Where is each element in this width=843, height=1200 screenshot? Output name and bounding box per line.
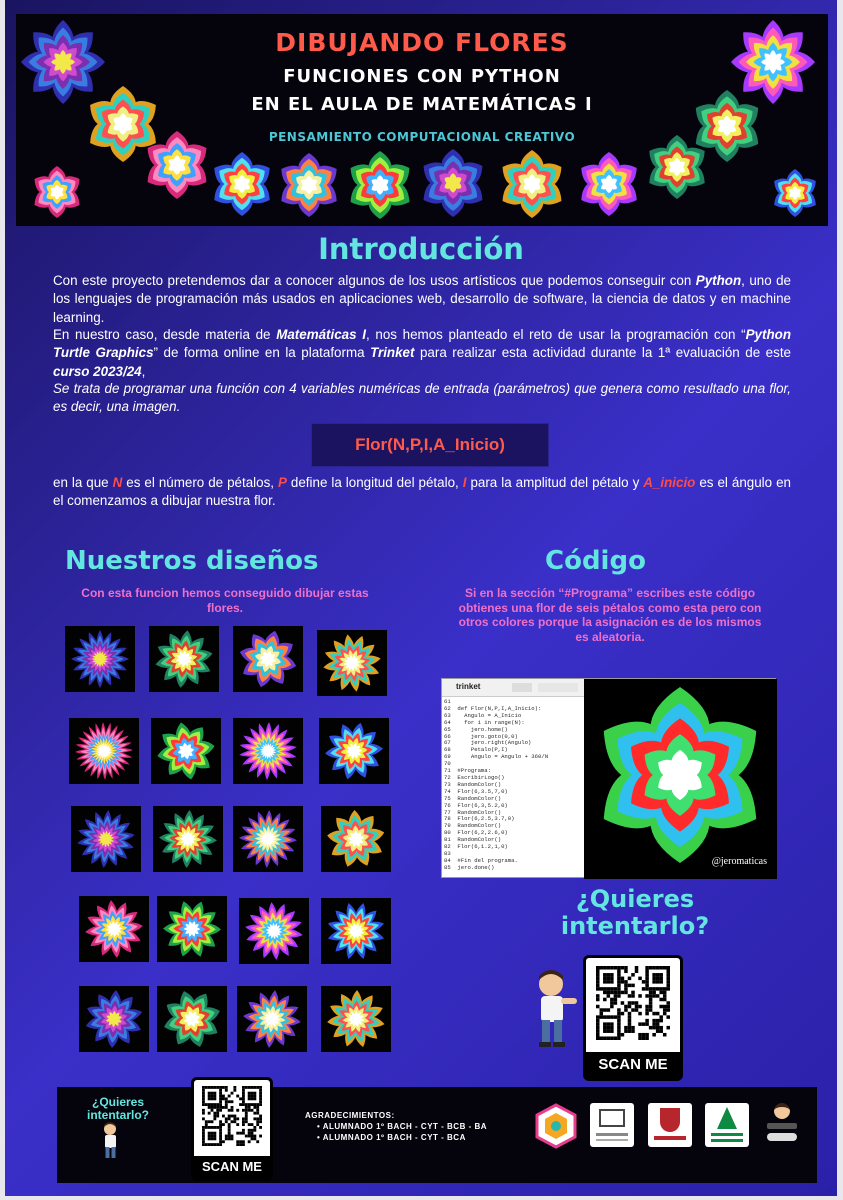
designs-heading: Nuestros diseños [65,546,319,576]
design-thumbnail [79,986,149,1052]
flower-icon [151,718,221,784]
flower-icon [65,626,135,692]
flower-icon [319,718,389,784]
flower-icon [69,718,139,784]
author-logo-icon [765,1101,799,1149]
flower-icon [157,896,227,962]
poster [5,0,837,1196]
qr-code-icon[interactable] [596,966,670,1040]
flower-icon [149,626,219,692]
play-icon [512,683,532,692]
qr-code-icon[interactable] [202,1086,262,1146]
poster-subtitle-2: EN EL AULA DE MATEMÁTICAS I [251,94,593,115]
code-subtitle: Si en la sección “#Programa” escribes este código obtienes una flor de seis pétalos como esta pero con otros colores porque la asignación es de los mismos es aleatoria. [458,586,762,644]
output-flower-image [584,679,777,879]
qr-card-main[interactable] [583,955,683,1081]
design-thumbnail [321,806,391,872]
flower-icon [233,718,303,784]
footer-cta-label: ¿Quieres intentarlo? [87,1095,149,1122]
ack-title: AGRADECIMIENTOS: [305,1111,395,1120]
intro-paragraph-3: Se trata de programar una función con 4 variables numéricas de entrada (parámetros) que genera como resultado una flor, es decir, una imagen. [53,381,791,415]
design-thumbnail [149,626,219,692]
ack-item-2: • ALUMNADO 1º BACH - CYT - BCA [317,1133,466,1142]
intro-paragraph-2: En nuestro caso, desde materia de Matemáticas I, nos hemos planteado el reto de usar la programación con “Python Turtle Graphics” de forma online en la plataforma Trinket para realizar esta actividad durante la 1ª evaluación de este curso 2023/24, [53,327,792,379]
toolbar-buttons [538,683,578,692]
design-thumbnail [65,626,135,692]
code-heading: Código [545,546,646,576]
flower-icon [71,806,141,872]
design-thumbnail [317,630,387,696]
library-logo-icon [590,1103,634,1147]
code-output [584,679,777,879]
flower-icon [321,986,391,1052]
flower-icon [321,806,391,872]
design-thumbnail [79,896,149,962]
banner-flower-art [5,0,837,232]
flower-icon [239,898,309,964]
cartoon-avatar-icon [525,968,581,1048]
flower-icon [237,986,307,1052]
design-thumbnail [233,718,303,784]
poster-title: DIBUJANDO FLORES [275,28,569,57]
code-credit: @jeromaticas [711,856,767,867]
design-thumbnail [153,806,223,872]
intro-heading: Introducción [318,232,524,266]
flower-icon [317,630,387,696]
flower-icon [79,986,149,1052]
design-thumbnail [237,986,307,1052]
formula-explanation: en la que N es el número de pétalos, P define la longitud del pétalo, I para la amplitud del pétalo y A_inicio es el ángulo en el comenzamos a dibujar nuestra flor. [53,475,791,509]
flower-icon [157,986,227,1052]
code-listing: 61 62 def Flor(N,P,I,A_Inicio): 63 Angulo = A_Inicio 64 for i in range(N): 65 jero.home() 66 jero.goto(0,0) 67 jero.right(Angulo) 68 Petalo(P,I) 69 Angulo = Angulo + 360/N 70 71 #Programa: 72 EscribirLogo() 73 RandomColor() 74 Flor(6,3.5,7,0) 75 RandomColor() 76 Flor(6,3,5.2,0) 77 RandomColor() 78 Flor(6,2.5,3.7,0) 79 RandomColor() 80 Flor(6,2,2.6,0) 81 RandomColor() 82 Flor(6,1.2,1,0) 83 84 #Fin del programa. 85 jero.done() [444,699,549,871]
design-thumbnail [71,806,141,872]
footer-avatar-icon [97,1120,125,1162]
hexagon-logo-icon [535,1103,577,1149]
design-thumbnail [321,898,391,964]
flower-icon [233,806,303,872]
qr-card-footer[interactable] [191,1077,273,1181]
design-thumbnail [319,718,389,784]
design-thumbnail [233,806,303,872]
design-thumbnail [69,718,139,784]
flower-icon [153,806,223,872]
scan-me-label: SCAN ME [586,1052,680,1078]
education-logo-icon [705,1103,749,1147]
designs-subtitle: Con esta funcion hemos conseguido dibujar estas flores. [81,586,369,615]
poster-tagline: PENSAMIENTO COMPUTACIONAL CREATIVO [268,130,576,144]
poster-subtitle-1: FUNCIONES CON PYTHON [283,66,561,87]
flower-icon [233,626,303,692]
intro-paragraph-1: Con este proyecto pretendemos dar a conocer algunos de los usos artísticos que podemos conseguir con Python, uno de los lenguajes de programación más usados en aplicaciones web, desarrollo de software, la ciencia de datos y en machine learning. [53,273,791,325]
acknowledgements [305,1110,487,1143]
ack-item-1: • ALUMNADO 1º BACH - CYT - BCB - BA [317,1122,488,1131]
scan-me-label: SCAN ME [194,1156,270,1178]
flower-icon [321,898,391,964]
design-thumbnail [151,718,221,784]
city-council-logo-icon [648,1103,692,1147]
trinket-logo: trinket [456,682,481,691]
design-thumbnail [233,626,303,692]
design-thumbnail [157,896,227,962]
trinket-screenshot [441,678,776,878]
design-thumbnail [239,898,309,964]
flower-icon [79,896,149,962]
cta-heading: ¿Quieres intentarlo? [560,885,710,940]
design-thumbnail [157,986,227,1052]
formula-box: Flor(N,P,I,A_Inicio) [312,424,548,466]
design-thumbnail [321,986,391,1052]
